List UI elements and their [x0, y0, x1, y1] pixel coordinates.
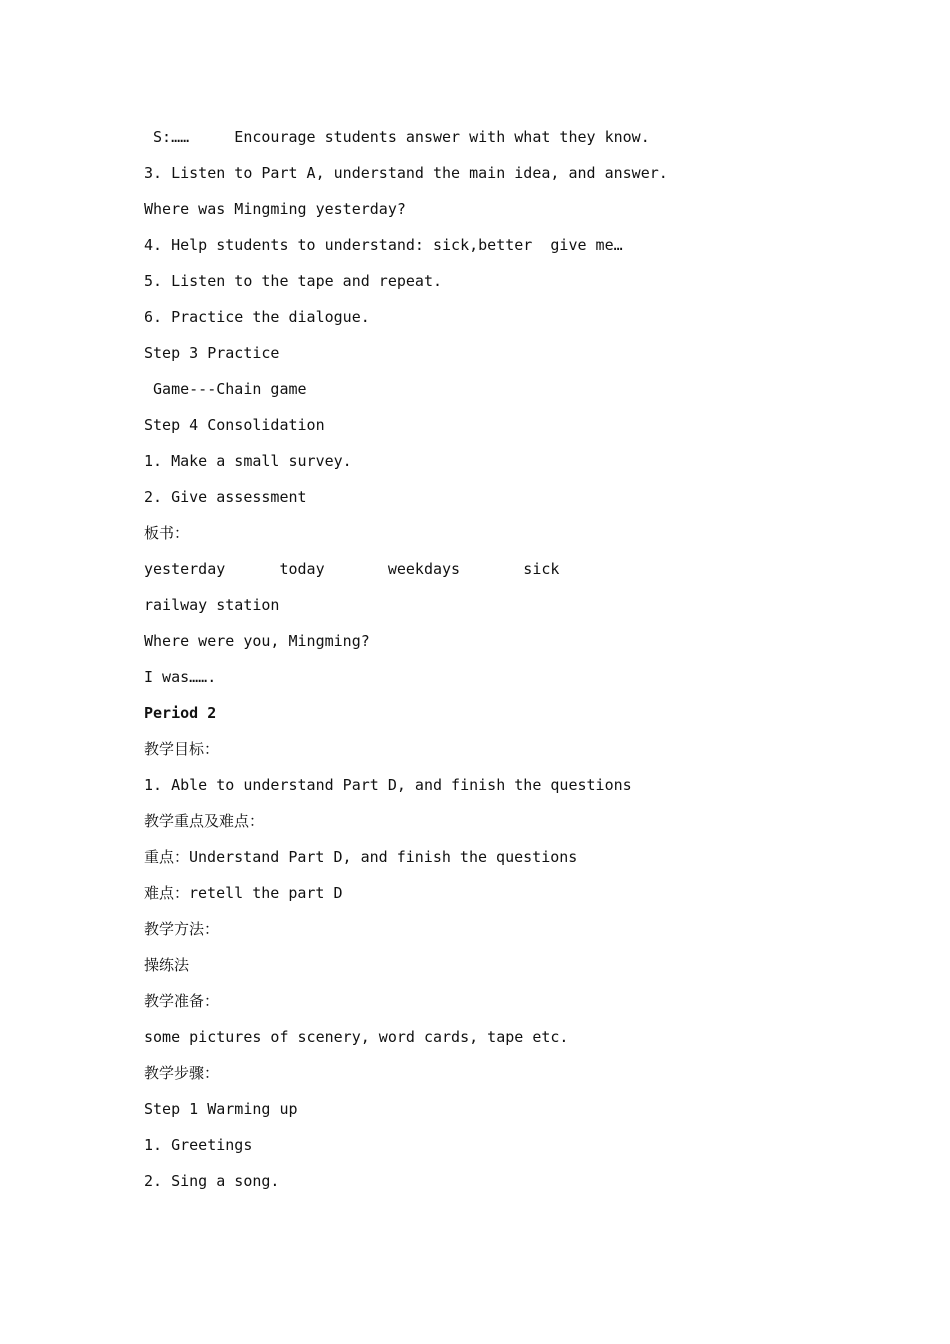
- text-line: Step 1 Warming up: [144, 1100, 298, 1118]
- text-line: 2. Sing a song.: [144, 1172, 280, 1190]
- text-line: 3. Listen to Part A, understand the main idea, and answer.: [144, 164, 668, 182]
- document-body: [144, 124, 844, 1204]
- text-line: 1. Able to understand Part D, and finish the questions: [144, 776, 632, 794]
- text-line: Game---Chain game: [144, 380, 307, 398]
- text-line: Step 4 Consolidation: [144, 416, 325, 434]
- text-line: 教学步骤：: [144, 1064, 220, 1082]
- text-line: Where were you, Mingming?: [144, 632, 370, 650]
- text-line: 5. Listen to the tape and repeat.: [144, 272, 443, 290]
- text-line: Step 3 Practice: [144, 344, 280, 362]
- text-line: 重点：Understand Part D, and finish the questions: [144, 848, 578, 866]
- text-line: railway station: [144, 596, 280, 614]
- text-line: 1. Greetings: [144, 1136, 253, 1154]
- text-line: 6. Practice the dialogue.: [144, 308, 370, 326]
- text-line: 教学目标：: [144, 740, 220, 758]
- text-line: 板书：: [144, 524, 190, 542]
- section-heading: Period 2: [144, 704, 217, 722]
- text-line: 教学方法：: [144, 920, 220, 938]
- text-line: 操练法: [144, 956, 190, 974]
- text-line: 4. Help students to understand: sick,better give me…: [144, 236, 623, 254]
- text-line: 难点：retell the part D: [144, 884, 343, 902]
- text-line: 教学重点及难点：: [144, 812, 265, 830]
- text-line: 2. Give assessment: [144, 488, 307, 506]
- text-line: S:…… Encourage students answer with what they know.: [144, 128, 650, 146]
- text-line: some pictures of scenery, word cards, tape etc.: [144, 1028, 569, 1046]
- text-line: 1. Make a small survey.: [144, 452, 352, 470]
- text-line: I was…….: [144, 668, 217, 686]
- text-line: yesterday today weekdays sick: [144, 560, 560, 578]
- text-line: Where was Mingming yesterday?: [144, 200, 406, 218]
- text-line: 教学准备：: [144, 992, 220, 1010]
